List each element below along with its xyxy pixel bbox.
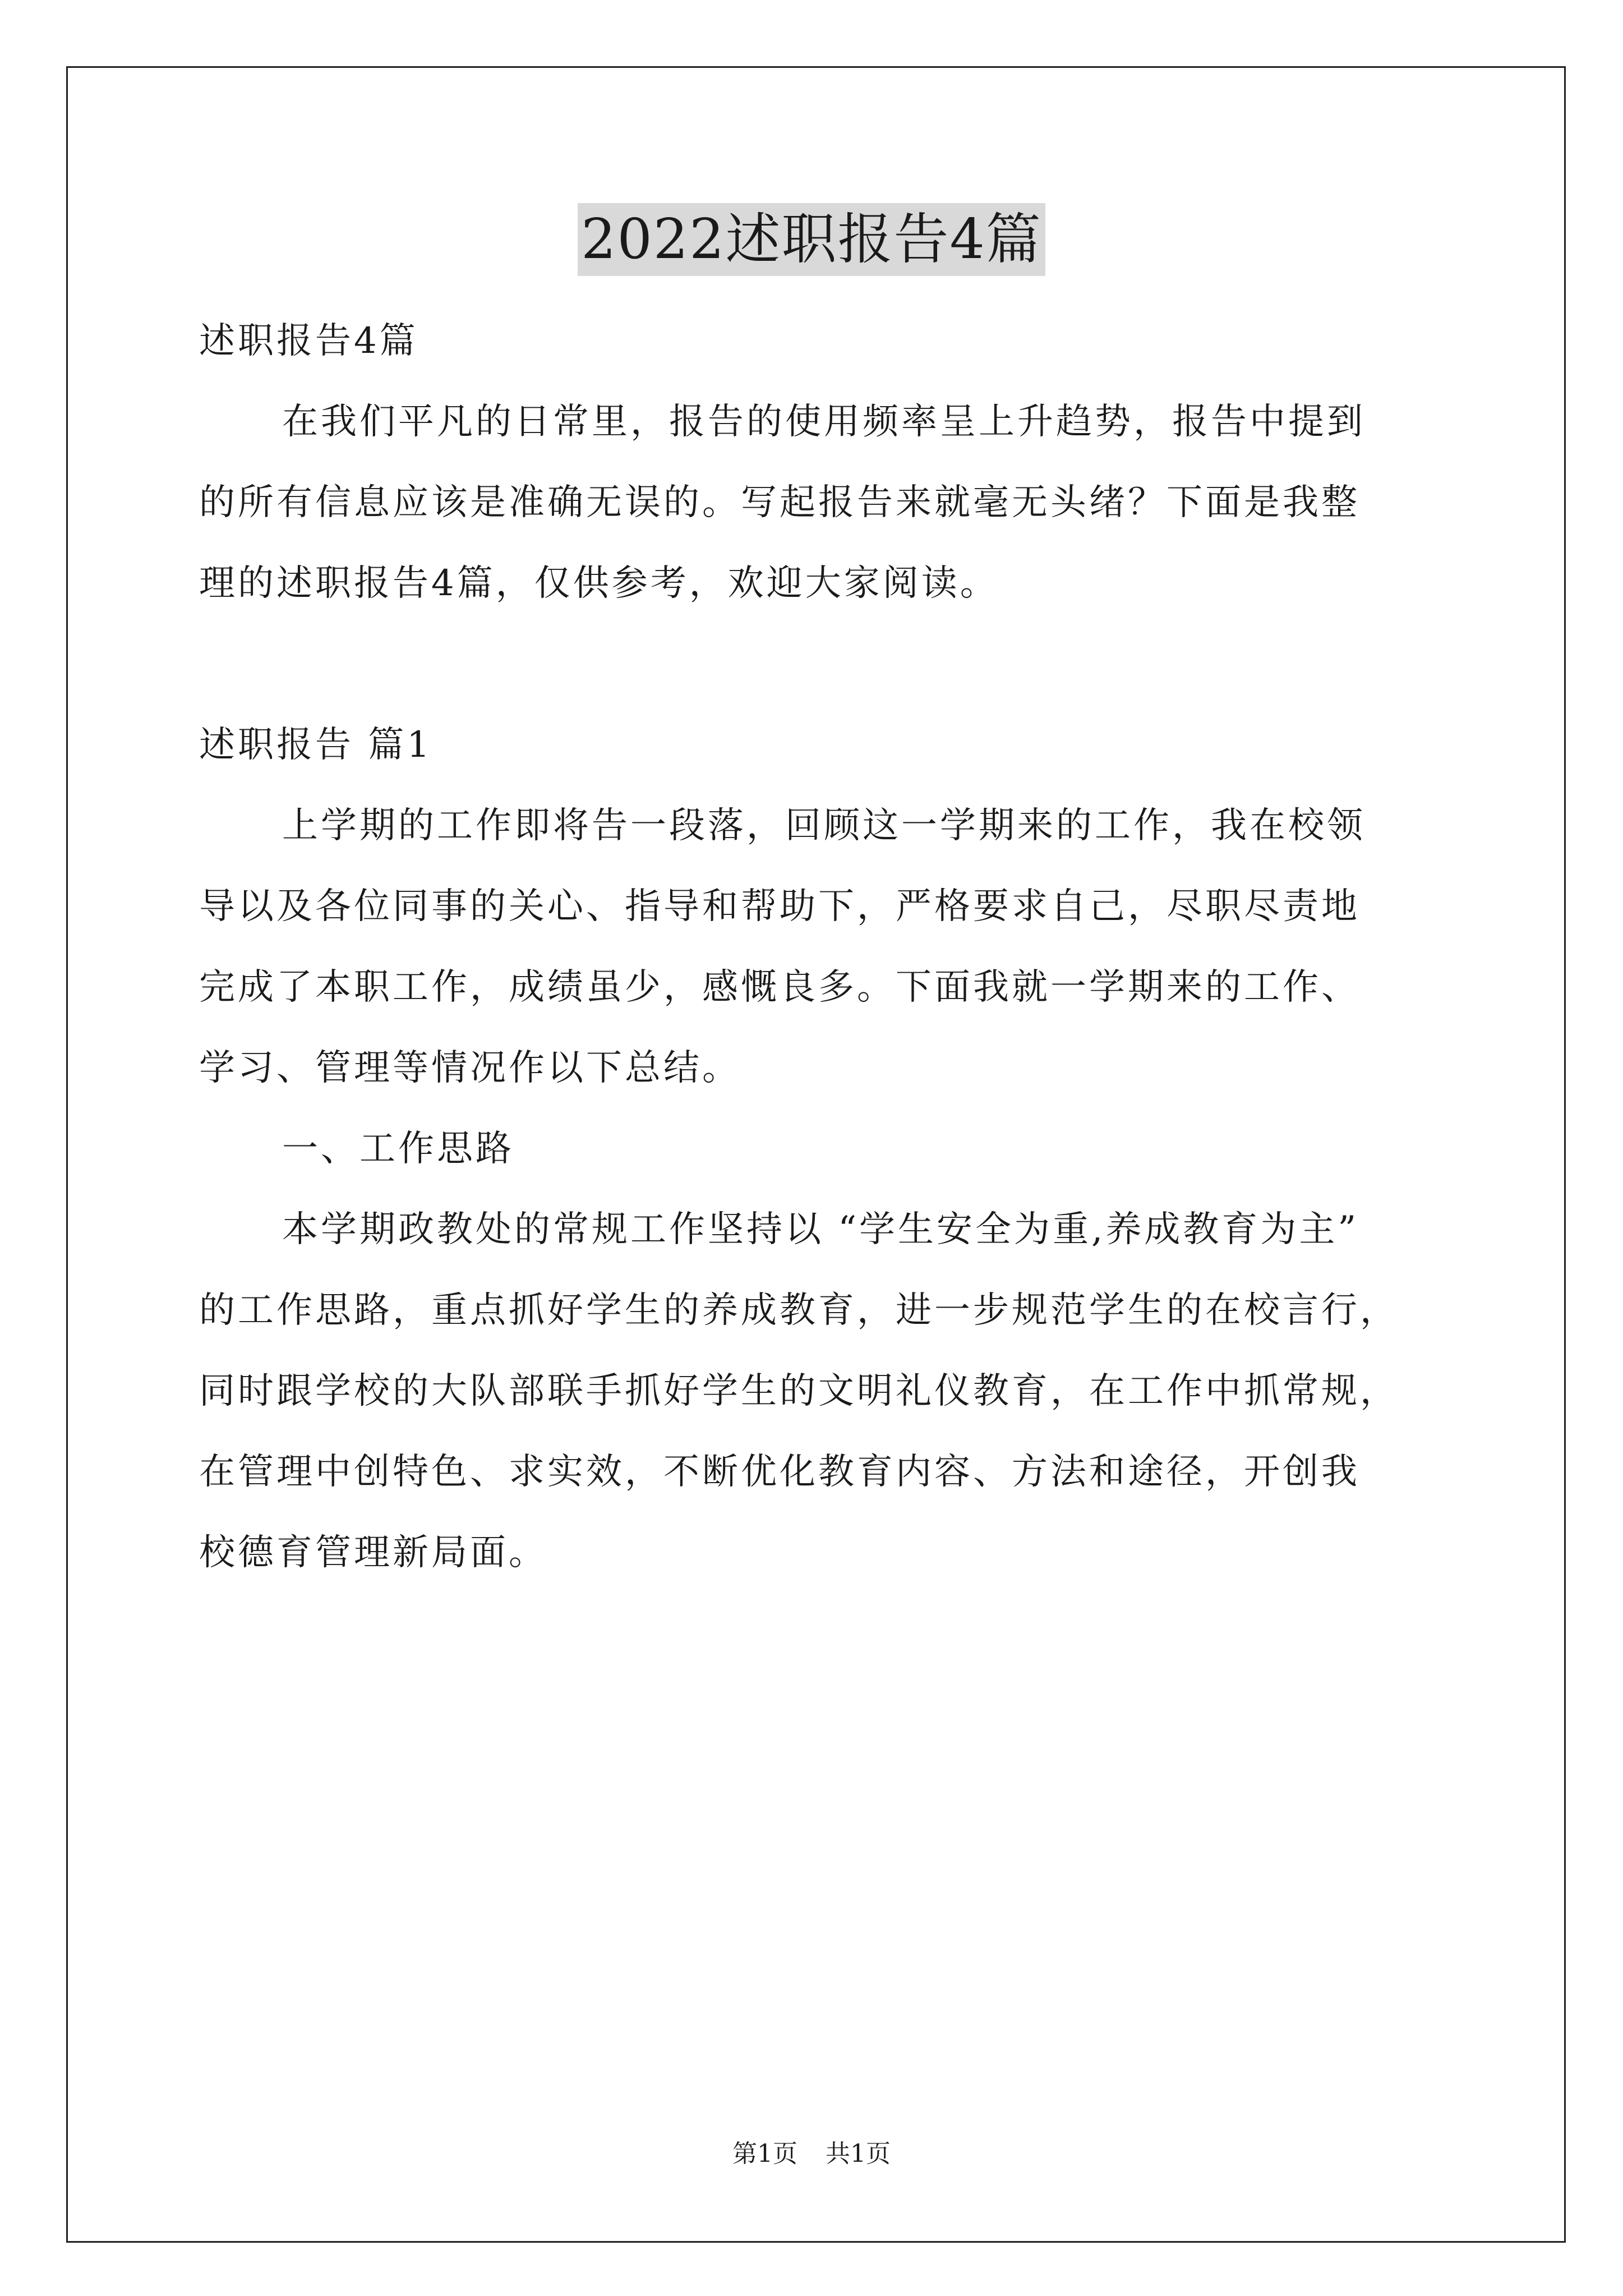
para2-line: 的工作思路，重点抓好学生的养成教育，进一步规范学生的在校言行， (199, 1290, 1399, 1331)
page-footer (0, 2137, 1623, 2171)
section-heading: 述职报告 篇1 (199, 724, 433, 766)
paragraph-gap (199, 637, 1433, 718)
para2-line: 在管理中创特色、求实效，不断优化教育内容、方法和途径，开创我 (199, 1451, 1360, 1493)
page-number: 第1页 (732, 2139, 797, 2168)
para2-line: 同时跟学校的大队部联手抓好学生的文明礼仪教育，在工作中抓常规， (199, 1370, 1399, 1412)
sub-heading: 一、工作思路 (282, 1128, 514, 1170)
intro-line: 在我们平凡的日常里，报告的使用频率呈上升趋势，报告中提到 (282, 401, 1366, 443)
document-subtitle: 述职报告4篇 (199, 320, 418, 362)
para1-line: 学习、管理等情况作以下总结。 (199, 1047, 741, 1089)
para2-line: 本学期政教处的常规工作坚持以 “学生安全为重,养成教育为主” (282, 1209, 1359, 1250)
para1-line: 完成了本职工作，成绩虽少，感慨良多。下面我就一学期来的工作、 (199, 967, 1360, 1008)
para2-line: 校德育管理新局面。 (199, 1532, 547, 1573)
intro-line: 理的述职报告4篇，仅供参考，欢迎大家阅读。 (199, 563, 999, 604)
para1-line: 上学期的工作即将告一段落，回顾这一学期来的工作，我在校领 (282, 805, 1366, 846)
title-wrap (0, 203, 1623, 276)
page-total: 共1页 (826, 2139, 891, 2168)
intro-line: 的所有信息应该是准确无误的。写起报告来就毫无头绪？下面是我整 (199, 482, 1360, 523)
document-body (199, 314, 1433, 1607)
para1-line: 导以及各位同事的关心、指导和帮助下，严格要求自己，尽职尽责地 (199, 886, 1360, 927)
document-title: 2022述职报告4篇 (578, 203, 1045, 276)
